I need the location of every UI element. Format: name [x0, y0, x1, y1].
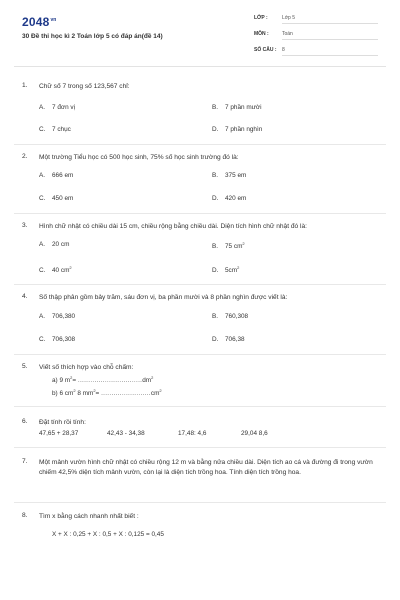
option-c[interactable] [39, 265, 72, 274]
option-letter: B. [212, 243, 219, 251]
superscript: 2 [237, 265, 240, 270]
question-number: 2. [22, 153, 28, 160]
option-b[interactable] [212, 104, 262, 111]
option-a[interactable] [39, 172, 73, 179]
option-b[interactable] [212, 172, 246, 179]
superscript: 2 [151, 375, 154, 380]
superscript: 2 [93, 388, 96, 393]
meta-underline [282, 39, 378, 40]
fill-blank: ............................... [77, 377, 143, 385]
equation: X + X : 0,25 + X : 0,5 + X : 0,125 = 0,45 [52, 531, 164, 538]
option-letter: A. [39, 241, 46, 248]
question-text: Tìm x bằng cách nhanh nhất biết : [39, 513, 139, 520]
option-d[interactable] [212, 195, 246, 202]
fill-in-a[interactable] [52, 375, 153, 384]
option-d[interactable] [212, 265, 239, 274]
option-text: 666 em [52, 172, 74, 179]
option-letter: C. [39, 195, 46, 202]
option-text: 375 em [225, 172, 247, 179]
option-letter: B. [212, 313, 219, 320]
option-c[interactable] [39, 195, 73, 202]
option-letter: A. [39, 104, 46, 111]
question-text: Hình chữ nhật có chiều dài 15 cm, chiều rộng bằng chiều dài. Diện tích hình chữ nhật đó là: [39, 223, 307, 230]
fill-text: 8 mm [75, 390, 94, 398]
question-number: 4. [22, 293, 28, 300]
option-c[interactable] [39, 336, 75, 343]
option-letter: C. [39, 126, 46, 133]
document-title: 30 Đề thi học kì 2 Toán lớp 5 có đáp án(đề 14) [22, 33, 163, 40]
option-text: 7 phần nghìn [225, 126, 263, 133]
question-divider [14, 354, 386, 355]
question-divider [14, 502, 386, 503]
option-letter: C. [39, 336, 46, 343]
fill-blank: ........................ [101, 390, 151, 398]
fill-text: a) 9 m [52, 377, 71, 385]
question-number: 7. [22, 458, 28, 465]
question-number: 5. [22, 363, 28, 370]
option-letter: D. [212, 126, 219, 133]
superscript: 2 [159, 388, 162, 393]
question-divider [14, 406, 386, 407]
option-text: 7 chục [52, 126, 71, 133]
option-text: 450 em [52, 195, 74, 202]
option-letter: B. [212, 172, 219, 179]
meta-label: LỚP : [254, 15, 268, 21]
superscript: 2 [73, 388, 76, 393]
brand-text: 2048 [22, 15, 50, 29]
question-text: Số thập phân gồm bảy trăm, sáu đơn vị, ba phần mười và 8 phần nghìn được viết là: [39, 294, 288, 301]
fill-text: = [95, 390, 102, 398]
option-letter: A. [39, 313, 46, 320]
option-text: 706,38 [225, 336, 245, 343]
option-letter: D. [212, 195, 219, 202]
option-text: 706,308 [52, 336, 76, 343]
header-divider [14, 66, 386, 67]
question-divider [14, 144, 386, 145]
question-text: Một trường Tiểu học có 500 học sinh, 75% số học sinh trường đó là: [39, 154, 239, 161]
meta-row-class [254, 13, 378, 25]
option-text: 420 em [225, 195, 247, 202]
question-text: Một mảnh vườn hình chữ nhật có chiều rộng 12 m và bằng nửa chiều dài. Diện tích ao cá và đường đi trong vườn chiếm 42,5% diện tích mảnh vườn, còn lại là diện tích trồng hoa. Tính diện tích trồng hoa. [39, 459, 373, 476]
question-divider [14, 447, 386, 448]
option-a[interactable] [39, 104, 75, 111]
option-text: 5cm [225, 267, 238, 275]
meta-label: MÔN : [254, 31, 269, 37]
option-letter: D. [212, 336, 219, 343]
fill-text: b) 6 cm [52, 390, 74, 398]
question-divider [14, 213, 386, 214]
option-c[interactable] [39, 126, 71, 133]
meta-row-subject [254, 29, 378, 41]
question-divider [14, 284, 386, 285]
question-number: 6. [22, 418, 28, 425]
option-text: 760,308 [225, 313, 249, 320]
fill-text: = [72, 377, 78, 385]
brand-suffix: vn [50, 17, 57, 24]
option-a[interactable] [39, 313, 75, 320]
calc-item: 47,65 + 28,37 [39, 430, 79, 437]
option-letter: B. [212, 104, 219, 111]
question-number: 3. [22, 222, 28, 229]
option-a[interactable] [39, 241, 69, 248]
option-b[interactable] [212, 313, 248, 320]
option-letter: D. [212, 267, 219, 275]
option-d[interactable] [212, 126, 262, 133]
option-text: 75 cm [225, 243, 243, 251]
option-text: 7 đơn vị [52, 104, 76, 111]
question-number: 8. [22, 512, 28, 519]
fill-in-b[interactable] [52, 388, 162, 397]
option-d[interactable] [212, 336, 245, 343]
option-text: 40 cm [52, 267, 70, 275]
meta-value: 8 [282, 47, 285, 53]
superscript: 2 [242, 241, 245, 246]
meta-underline [282, 55, 378, 56]
question-text: Đặt tính rồi tính: [39, 419, 86, 426]
fill-unit: cm [150, 390, 160, 398]
option-letter: C. [39, 267, 46, 275]
calc-item: 29,04 8,6 [241, 430, 268, 437]
meta-value: Toán [282, 31, 293, 37]
meta-label: SỐ CÂU : [254, 47, 277, 53]
question-number: 1. [22, 82, 28, 89]
meta-value: Lớp 5 [282, 15, 296, 21]
meta-row-count [254, 45, 378, 57]
option-text: 7 phần mười [225, 104, 262, 111]
question-text: Viết số thích hợp vào chỗ chấm: [39, 364, 134, 371]
question-text: Chữ số 7 trong số 123,567 chỉ: [39, 83, 130, 90]
option-letter: A. [39, 172, 46, 179]
option-text: 706,380 [52, 313, 76, 320]
option-text: 20 cm [52, 241, 70, 248]
meta-underline [282, 23, 378, 24]
superscript: 2 [70, 375, 73, 380]
calc-item: 42,43 - 34,38 [107, 430, 145, 437]
superscript: 2 [69, 265, 72, 270]
fill-unit: dm [142, 377, 152, 385]
calc-item: 17,48: 4,6 [178, 430, 207, 437]
brand-logo[interactable] [22, 15, 56, 29]
option-b[interactable] [212, 241, 245, 250]
